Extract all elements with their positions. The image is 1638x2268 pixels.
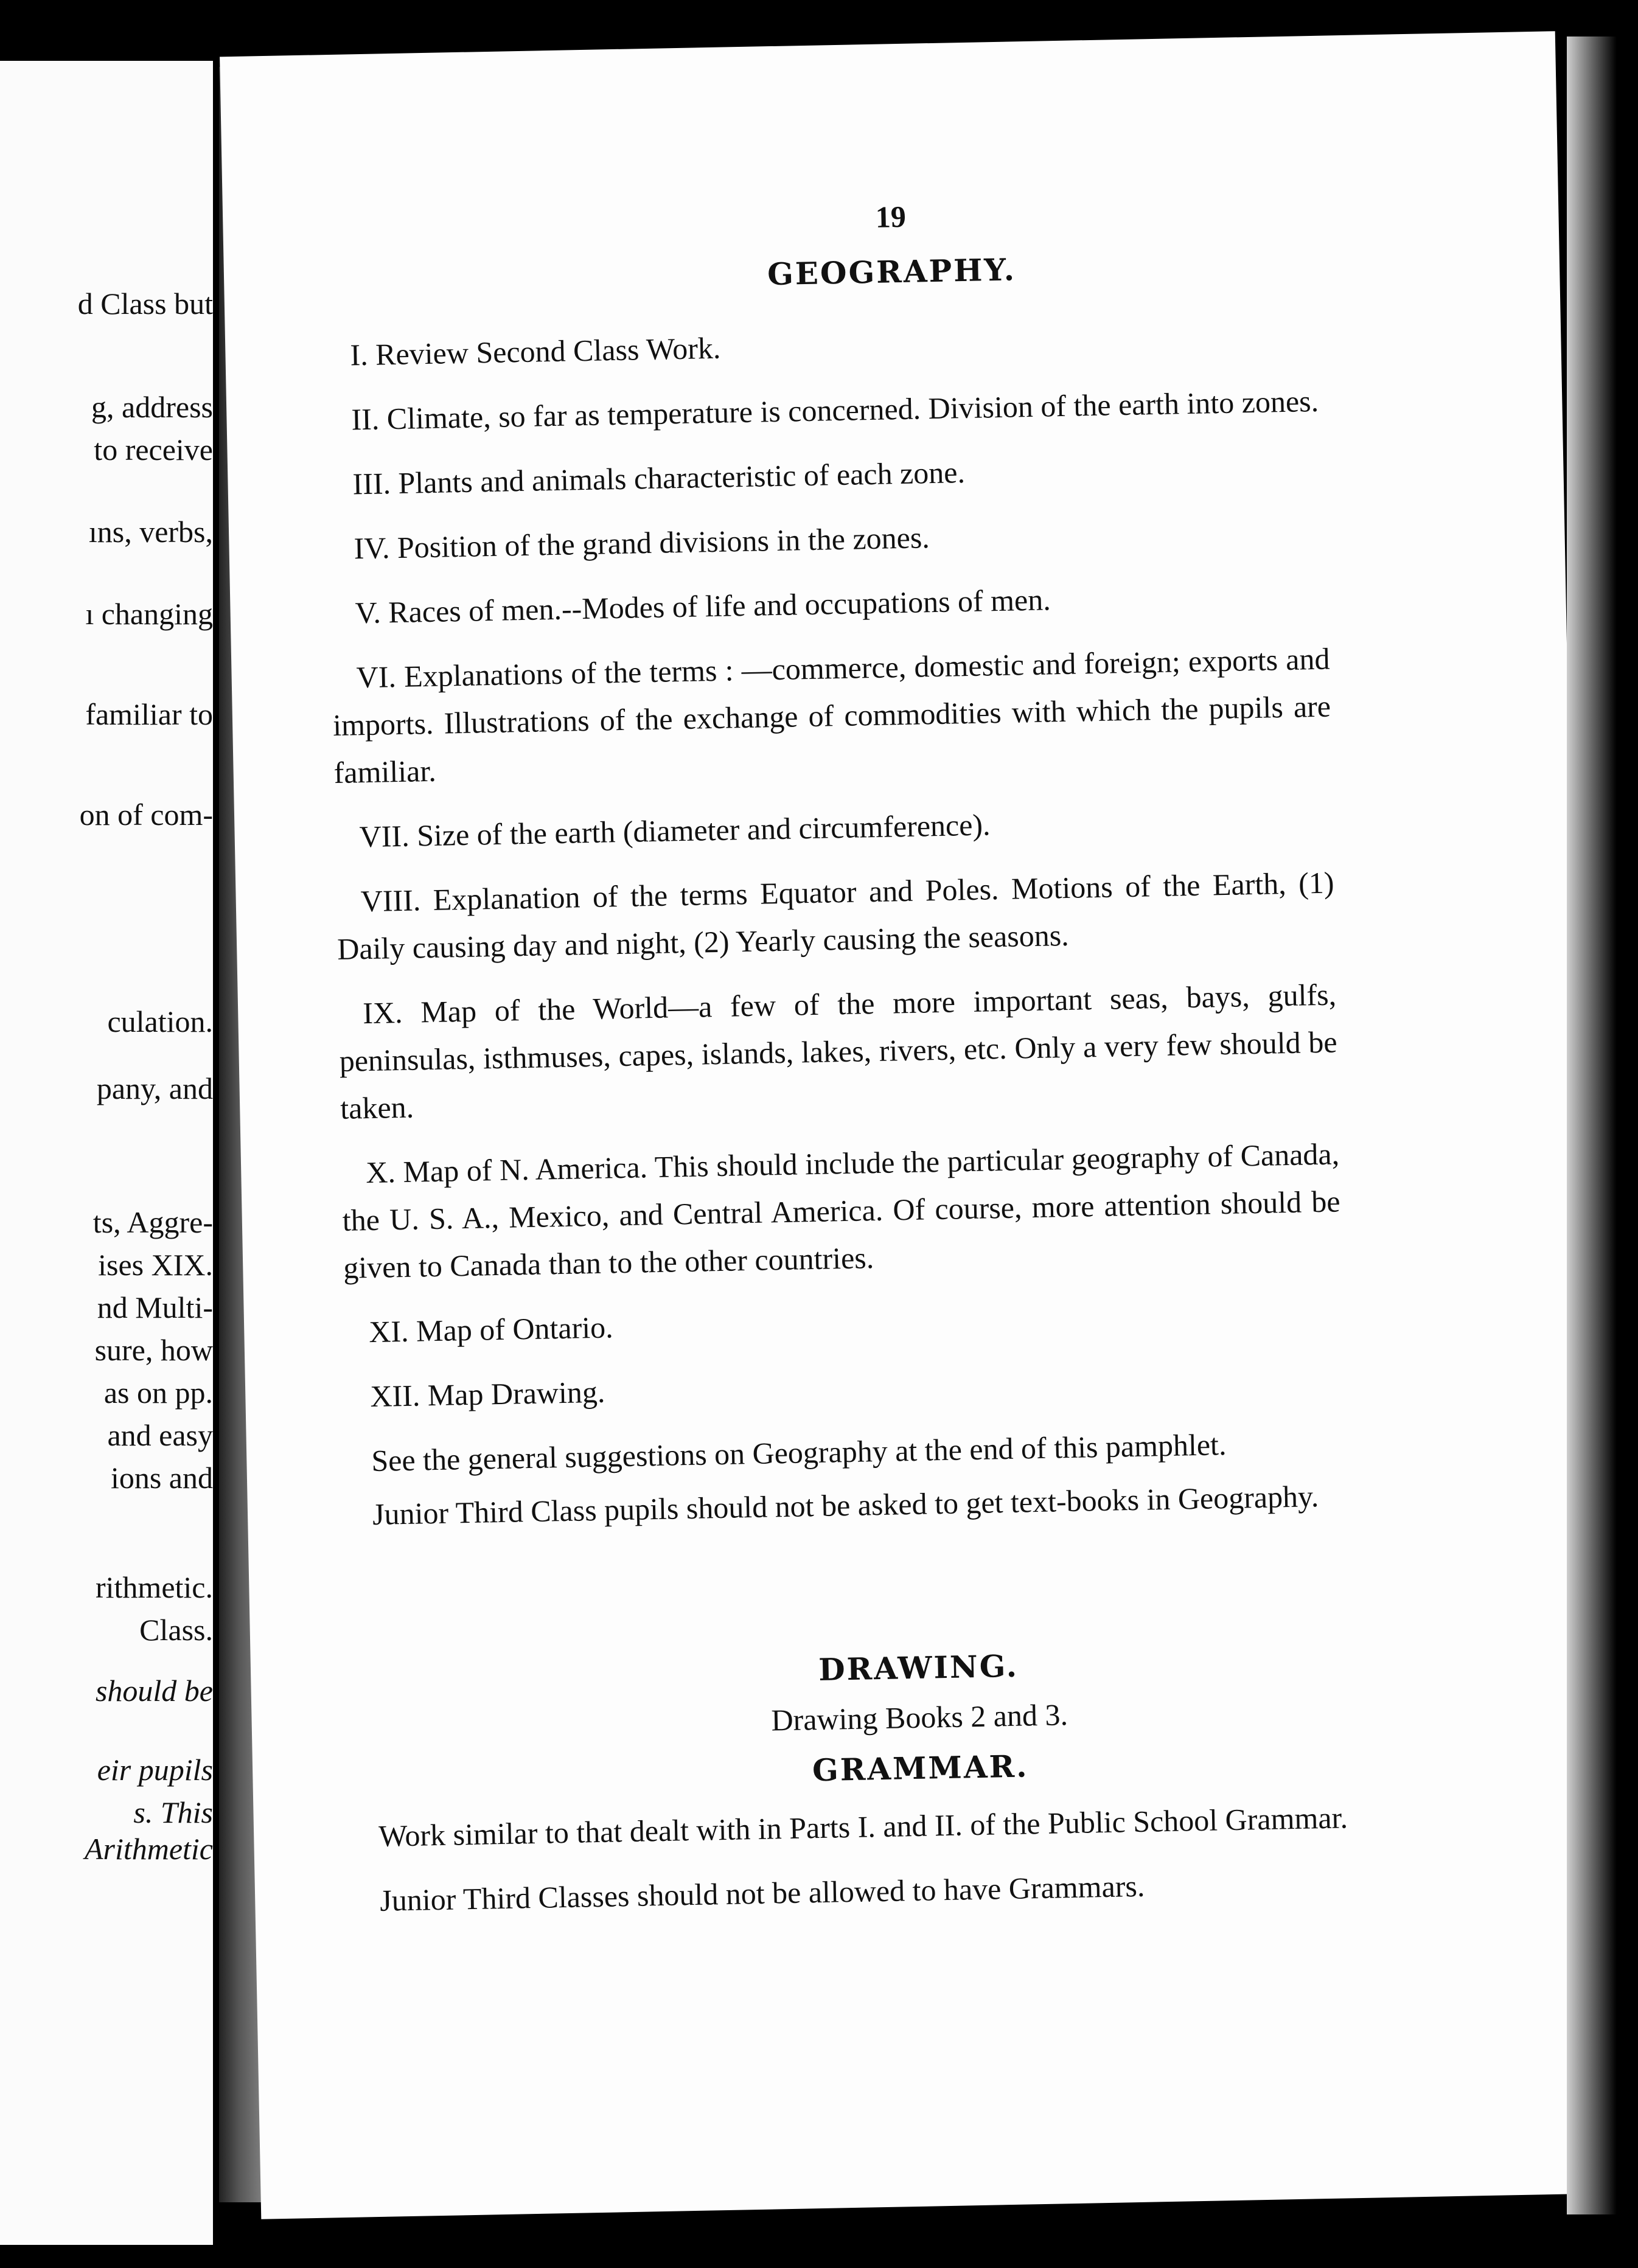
previous-page-text-fragment: should be xyxy=(95,1674,213,1708)
drawing-text: Drawing Books 2 and 3. xyxy=(770,1697,1068,1738)
geography-note: See the general suggestions on Geography at the end of this pamphlet. xyxy=(371,1427,1227,1478)
previous-page-text-fragment: familiar to xyxy=(85,697,213,731)
previous-page-text-fragment: rithmetic. xyxy=(96,1570,213,1604)
previous-page-text-fragment: sure, how xyxy=(94,1333,213,1367)
previous-page-text-fragment: on of com- xyxy=(79,798,213,832)
geography-item: IX. Map of the World—a few of the more important seas, bays, gulfs, peninsulas, isthmuses, capes, islands, lakes, rivers, etc. Only a very few should be taken. xyxy=(339,977,1338,1125)
geography-item: I. Review Second Class Work. xyxy=(349,330,721,372)
geography-item: XI. Map of Ontario. xyxy=(368,1310,614,1349)
page xyxy=(220,31,1597,2219)
previous-page-text-fragment: Class. xyxy=(139,1613,213,1647)
grammar-item: Work similar to that dealt with in Parts I. and II. of the Public School Grammar. xyxy=(378,1800,1348,1853)
grammar-heading: GRAMMAR. xyxy=(812,1748,1030,1789)
previous-page-text-fragment: g, address xyxy=(91,390,213,424)
previous-page-text-fragment: as on pp. xyxy=(103,1376,213,1410)
geography-section xyxy=(326,313,1347,1539)
previous-page-text-fragment: s. This xyxy=(133,1795,213,1829)
previous-page-text-fragment: culation. xyxy=(107,1004,213,1038)
geography-heading: GEOGRAPHY. xyxy=(767,251,1017,293)
geography-item: X. Map of N. America. This should include the particular geography of Canada, the U. S. A., Mexico, and Central America. Of course, more attention should be given to Canada than to the other countries. xyxy=(342,1136,1341,1285)
previous-page-text-fragment: ts, Aggre- xyxy=(92,1205,213,1239)
previous-page-text-fragment: pany, and xyxy=(96,1071,213,1105)
geography-item: XII. Map Drawing. xyxy=(369,1374,605,1414)
previous-page-text-fragment: ises XIX. xyxy=(98,1248,213,1282)
previous-page-text-fragment: ıns, verbs, xyxy=(88,515,213,549)
geography-item: V. Races of men.--Modes of life and occupations of men. xyxy=(355,582,1051,630)
geography-item: VIII. Explanation of the terms Equator and Poles. Motions of the Earth, (1) Daily causing day and night, (2) Yearly causing the seasons. xyxy=(336,865,1335,966)
previous-page-text-fragment: nd Multi- xyxy=(97,1290,213,1324)
geography-item: VI. Explanations of the terms : —commerce, domestic and foreign; exports and imports. Illustrations of the exchange of commodities with which the pupils are familiar. xyxy=(332,641,1331,790)
previous-page-text-fragment: ı changing xyxy=(85,597,213,631)
geography-item: IV. Position of the grand divisions in the zones. xyxy=(354,520,930,566)
drawing-heading: DRAWING. xyxy=(818,1647,1019,1688)
page-edge-shadow xyxy=(1567,37,1638,2214)
page-number: 19 xyxy=(875,199,907,234)
previous-page-text-fragment: d Class but xyxy=(77,287,213,321)
grammar-item: Junior Third Classes should not be allowed to have Grammars. xyxy=(379,1868,1145,1918)
geography-note: Junior Third Class pupils should not be asked to get text-books in Geography. xyxy=(372,1479,1319,1532)
previous-page-text-fragment: eir pupils xyxy=(97,1753,213,1787)
previous-page-text-fragment: to receive xyxy=(94,433,213,467)
previous-page-text-fragment: and easy xyxy=(107,1418,213,1452)
previous-page-text-fragment: ions and xyxy=(110,1461,213,1495)
geography-item: VII. Size of the earth (diameter and circumference). xyxy=(359,807,991,854)
previous-page-fragment xyxy=(0,61,213,2245)
grammar-section xyxy=(354,1793,1354,1941)
geography-item: III. Plants and animals characteristic of each zone. xyxy=(352,455,966,501)
previous-page-text-fragment: Arithmetic xyxy=(84,1832,213,1866)
geography-item: II. Climate, so far as temperature is concerned. Division of the earth into zones. xyxy=(351,383,1319,437)
